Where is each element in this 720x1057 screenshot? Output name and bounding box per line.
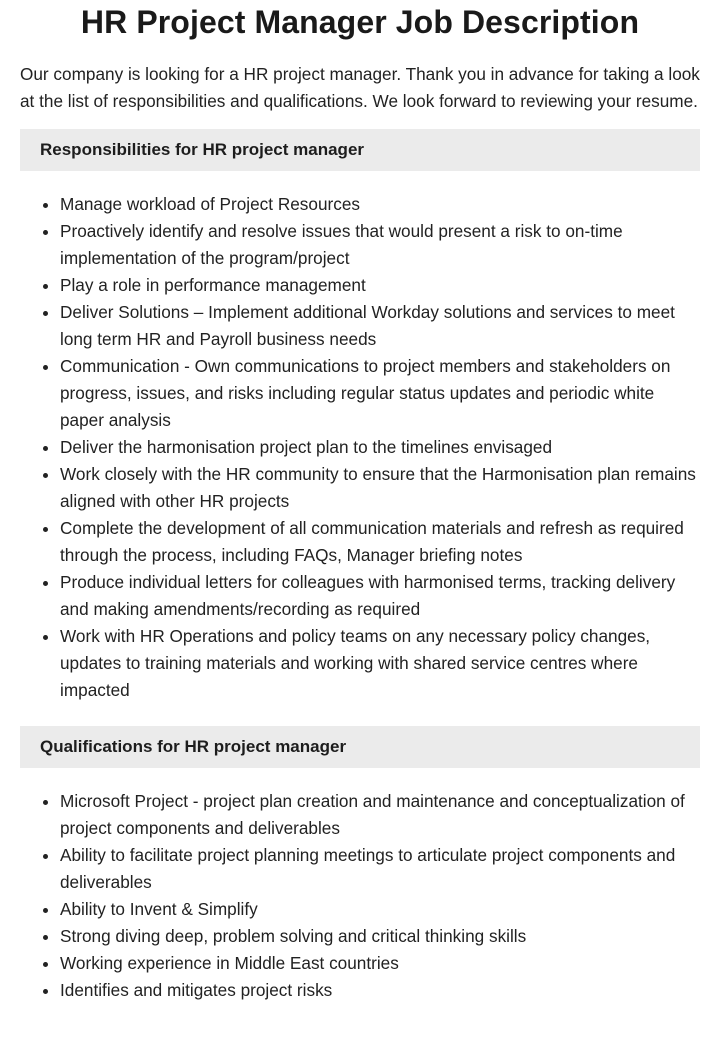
list-item: • Deliver Solutions – Implement additional Workday solutions and services to meet long term HR and Payroll business needs — [60, 299, 700, 353]
intro-paragraph: Our company is looking for a HR project manager. Thank you in advance for taking a look at the list of responsibilities and qualifications. We look forward to reviewing your resume. — [20, 64, 700, 111]
list-item: • Complete the development of all communication materials and refresh as required through the process, including FAQs, Manager briefing notes — [60, 515, 700, 569]
list-item: • Ability to Invent & Simplify — [60, 896, 700, 923]
list-item: • Deliver the harmonisation project plan to the timelines envisaged — [60, 434, 700, 461]
list-item: • Play a role in performance management — [60, 272, 700, 299]
list-item: • Communication - Own communications to project members and stakeholders on progress, issues, and risks including regular status updates and periodic white paper analysis — [60, 353, 700, 434]
qualifications-list — [20, 788, 700, 1004]
list-item: • Ability to facilitate project planning meetings to articulate project components and deliverables — [60, 842, 700, 896]
list-item: • Work closely with the HR community to ensure that the Harmonisation plan remains aligned with other HR projects — [60, 461, 700, 515]
qualifications-heading: Qualifications for HR project manager — [20, 726, 700, 768]
list-item: • Working experience in Middle East countries — [60, 950, 700, 977]
list-item: • Produce individual letters for colleagues with harmonised terms, tracking delivery and making amendments/recording as required — [60, 569, 700, 623]
list-item: • Work with HR Operations and policy teams on any necessary policy changes, updates to training materials and working with shared service centres where impacted — [60, 623, 700, 704]
page-title: HR Project Manager Job Description — [80, 4, 640, 40]
list-item: • Proactively identify and resolve issues that would present a risk to on-time implementation of the program/project — [60, 218, 700, 272]
list-item: • Identifies and mitigates project risks — [60, 977, 700, 1004]
responsibilities-list — [20, 191, 700, 704]
responsibilities-heading: Responsibilities for HR project manager — [20, 129, 700, 171]
list-item: • Microsoft Project - project plan creation and maintenance and conceptualization of project components and deliverables — [60, 788, 700, 842]
list-item: • Strong diving deep, problem solving and critical thinking skills — [60, 923, 700, 950]
list-item: • Manage workload of Project Resources — [60, 191, 700, 218]
